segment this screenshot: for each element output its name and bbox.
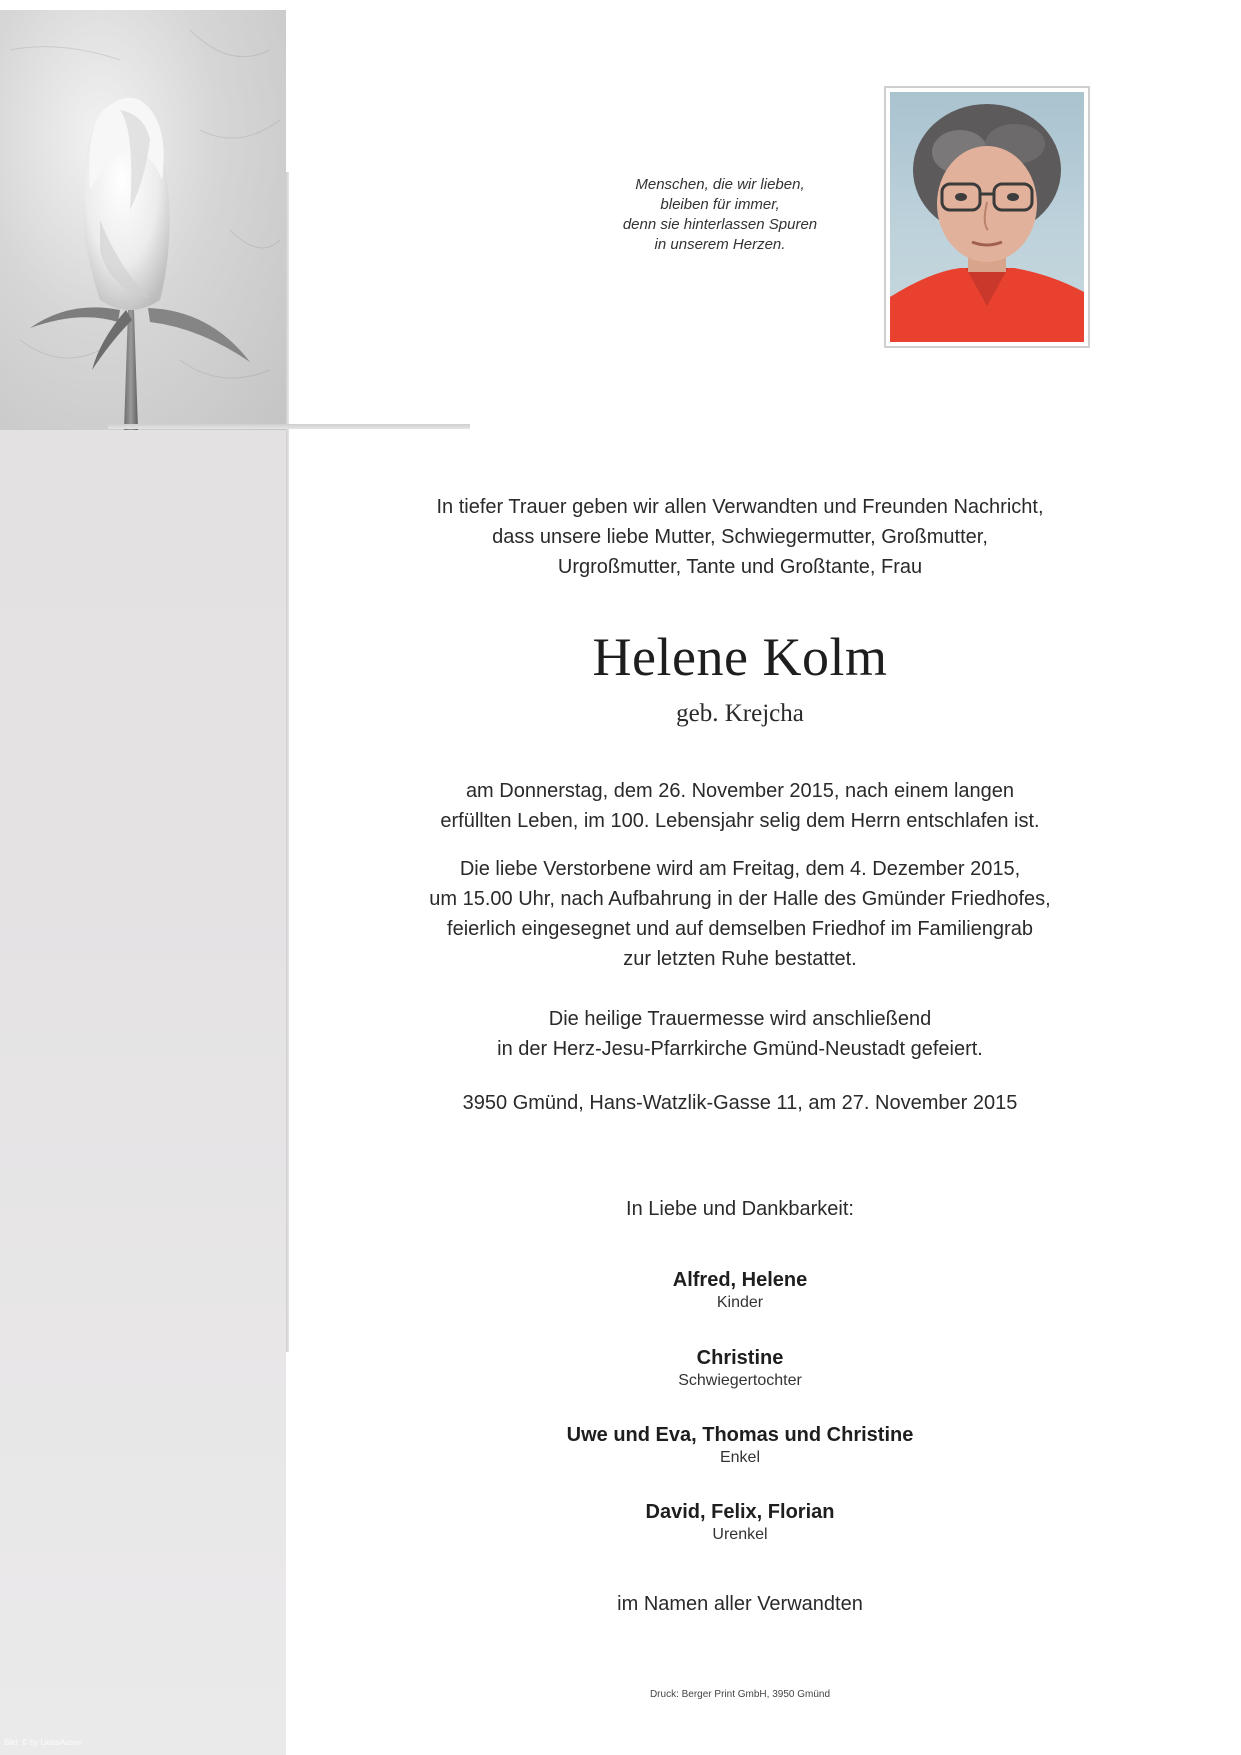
- cross-horizontal-line: [108, 424, 470, 429]
- relatives-note: im Namen aller Verwandten: [617, 1593, 863, 1615]
- funeral-paragraph: [340, 854, 1140, 974]
- cross-vertical-line: [286, 172, 289, 1352]
- funeral-line: zur letzten Ruhe bestattet.: [623, 948, 857, 970]
- family-role: Urenkel: [712, 1526, 768, 1543]
- family-role: Schwiegertochter: [678, 1372, 802, 1389]
- announcement-text: [340, 492, 1140, 582]
- announcement-line: dass unsere liebe Mutter, Schwiegermutter, Großmutter,: [492, 526, 988, 548]
- mass-line: Die heilige Trauermesse wird anschließend: [548, 1008, 932, 1030]
- family-names: David, Felix, Florian: [645, 1501, 835, 1523]
- mass-paragraph: [340, 1004, 1140, 1064]
- family-names: Alfred, Helene: [672, 1269, 808, 1291]
- family-group-grandchildren: [340, 1422, 1140, 1468]
- family-role: Kinder: [716, 1294, 764, 1311]
- quote-line: denn sie hinterlassen Spuren: [622, 216, 818, 233]
- family-names: Christine: [696, 1347, 784, 1369]
- announcement-line: In tiefer Trauer geben wir allen Verwandten und Freunden Nachricht,: [436, 496, 1044, 518]
- announcement-line: Urgroßmutter, Tante und Großtante, Frau: [557, 556, 923, 578]
- place-and-date: 3950 Gmünd, Hans-Watzlik-Gasse 11, am 27. November 2015: [462, 1092, 1018, 1114]
- family-group-children: [340, 1267, 1140, 1313]
- quote-line: Menschen, die wir lieben,: [635, 176, 805, 193]
- funeral-line: um 15.00 Uhr, nach Aufbahrung in der Halle des Gmünder Friedhofes,: [429, 888, 1051, 910]
- death-line: erfüllten Leben, im 100. Lebensjahr selig dem Herrn entschlafen ist.: [440, 810, 1040, 832]
- quote-line: in unserem Herzen.: [654, 236, 786, 253]
- mass-line: in der Herz-Jesu-Pfarrkirche Gmünd-Neustadt gefeiert.: [497, 1038, 983, 1060]
- closing-phrase: In Liebe und Dankbarkeit:: [626, 1198, 854, 1220]
- image-credit: Bild: © by LiebsAusen: [4, 1738, 83, 1747]
- death-paragraph: [340, 776, 1140, 836]
- funeral-line: Die liebe Verstorbene wird am Freitag, dem 4. Dezember 2015,: [459, 858, 1021, 880]
- quote-line: bleiben für immer,: [660, 196, 780, 213]
- memorial-quote: [560, 175, 880, 255]
- printer-imprint: Druck: Berger Print GmbH, 3950 Gmünd: [649, 1689, 831, 1700]
- family-names: Uwe und Eva, Thomas und Christine: [566, 1424, 914, 1446]
- deceased-name: Helene Kolm: [592, 627, 888, 687]
- maiden-name: geb. Krejcha: [676, 700, 804, 727]
- family-group-daughter-in-law: [340, 1345, 1140, 1391]
- white-rose-image: [0, 10, 286, 430]
- death-line: am Donnerstag, dem 26. November 2015, nach einem langen: [465, 780, 1015, 802]
- family-role: Enkel: [719, 1449, 761, 1466]
- funeral-line: feierlich eingesegnet und auf demselben Friedhof im Familiengrab: [447, 918, 1033, 940]
- deceased-portrait-photo: [884, 86, 1090, 348]
- family-group-great-grandchildren: [340, 1499, 1140, 1545]
